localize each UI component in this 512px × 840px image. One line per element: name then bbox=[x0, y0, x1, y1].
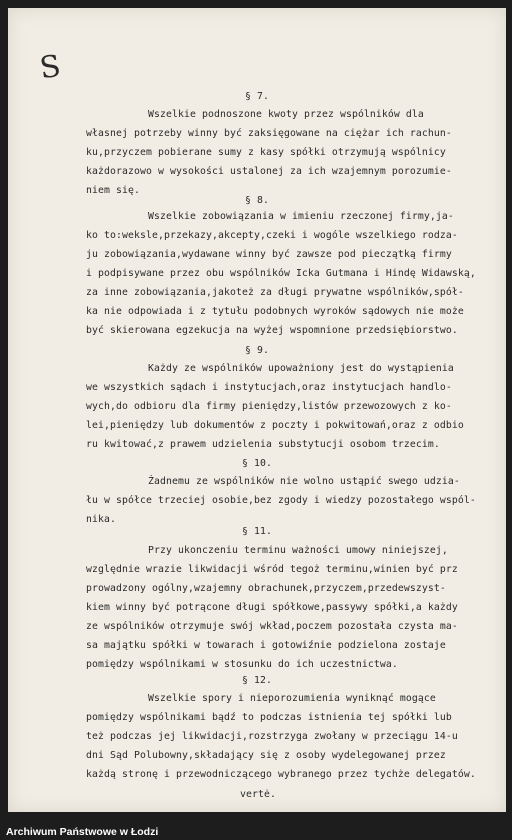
section-8-line: za inne zobowiązania,jakoteż za długi prywatne wspólników,spół- bbox=[86, 287, 464, 298]
section-9-line: Każdy ze wspólników upoważniony jest do wystąpienia bbox=[148, 363, 454, 374]
footer-bar bbox=[0, 812, 512, 840]
section-9-line: lei,pieniędzy lub dokumentów z poczty i pokwitowań,oraz z odbio bbox=[86, 420, 464, 431]
section-11-line: względnie wrazie likwidacji wśród tegoż terminu,winien być prz bbox=[86, 564, 458, 575]
section-12-line: Wszelkie spory i nieporozumienia wyniknąć mogące bbox=[148, 693, 436, 704]
section-12-line: pomiędzy wspólnikami bądź to podczas istnienia tej spółki lub bbox=[86, 712, 452, 723]
section-7-line: każdorazowo w wysokości ustalonej za ich wzajemnym porozumie- bbox=[86, 166, 452, 177]
section-12-heading: § 12. bbox=[242, 675, 272, 686]
section-8-line: być skierowana egzekucja na wyżej wspomnione przedsiębiorstwo. bbox=[86, 325, 458, 336]
section-10-line: nika. bbox=[86, 514, 116, 525]
section-7-line: ku,przyczem pobierane sumy z kasy spółki otrzymują wspólnicy bbox=[86, 147, 446, 158]
section-7-line: niem się. bbox=[86, 185, 140, 196]
section-9-line: ru kwitować,z prawem udzielenia substytucji osobom trzecim. bbox=[86, 439, 440, 450]
section-7-line: Wszelkie podnoszone kwoty przez wspólników dla bbox=[148, 109, 424, 120]
section-11-line: Przy ukonczeniu terminu ważności umowy niniejszej, bbox=[148, 545, 448, 556]
verte-note: vertė. bbox=[240, 789, 276, 800]
handwritten-margin-mark: S bbox=[37, 48, 63, 87]
section-8-heading: § 8. bbox=[245, 195, 269, 206]
section-8-line: Wszelkie zobowiązania w imieniu rzeczonej firmy,ja- bbox=[148, 211, 454, 222]
section-11-line: ze wspólników otrzymuje swój wkład,poczem pozostała czysta ma- bbox=[86, 621, 458, 632]
section-10-line: Żadnemu ze wspólników nie wolno ustąpić swego udzia- bbox=[148, 476, 460, 487]
section-11-line: sa majątku spółki w towarach i gotowiźnie podzielona zostaje bbox=[86, 640, 446, 651]
section-8-line: ju zobowiązania,wydawane winny być zawsze pod pieczątką firmy bbox=[86, 249, 452, 260]
section-9-line: we wszystkich sądach i instytucjach,oraz instytucjach handlo- bbox=[86, 382, 452, 393]
section-12-line: każdą stronę i przewodniczącego wybranego przez tychże delegatów. bbox=[86, 769, 476, 780]
section-10-line: łu w spółce trzeciej osobie,bez zgody i wiedzy pozostałego wspól- bbox=[86, 495, 476, 506]
section-9-heading: § 9. bbox=[245, 345, 269, 356]
section-7-heading: § 7. bbox=[245, 91, 269, 102]
section-12-line: też podczas jej likwidacji,rozstrzyga zwołany w przeciągu 14-u bbox=[86, 731, 458, 742]
archive-label: Archiwum Państwowe w Łodzi bbox=[6, 826, 159, 838]
document-text bbox=[8, 8, 506, 812]
document-page bbox=[8, 8, 506, 812]
section-9-line: wych,do odbioru dla firmy pieniędzy,listów przewozowych z ko- bbox=[86, 401, 452, 412]
section-8-line: ka nie odpowiada i z tytułu podobnych wyroków sądowych nie może bbox=[86, 306, 464, 317]
section-11-line: kiem winny być potrącone długi spółkowe,passywy spółki,a każdy bbox=[86, 602, 458, 613]
section-8-line: ko to:weksle,przekazy,akcepty,czeki i wogóle wszelkiego rodza- bbox=[86, 230, 458, 241]
section-11-heading: § 11. bbox=[242, 526, 272, 537]
section-10-heading: § 10. bbox=[242, 458, 272, 469]
section-12-line: dni Sąd Polubowny,składający się z osoby wydelegowanej przez bbox=[86, 750, 446, 761]
section-7-line: własnej potrzeby winny być zaksięgowane na ciężar ich rachun- bbox=[86, 128, 452, 139]
section-8-line: i podpisywane przez obu wspólników Icka Gutmana i Hindę Widawską, bbox=[86, 268, 476, 279]
section-11-line: prowadzony ogólny,wzajemny obrachunek,przyczem,przedewszyst- bbox=[86, 583, 446, 594]
section-11-line: pomiędzy wspólnikami w stosunku do ich uczestnictwa. bbox=[86, 659, 398, 670]
